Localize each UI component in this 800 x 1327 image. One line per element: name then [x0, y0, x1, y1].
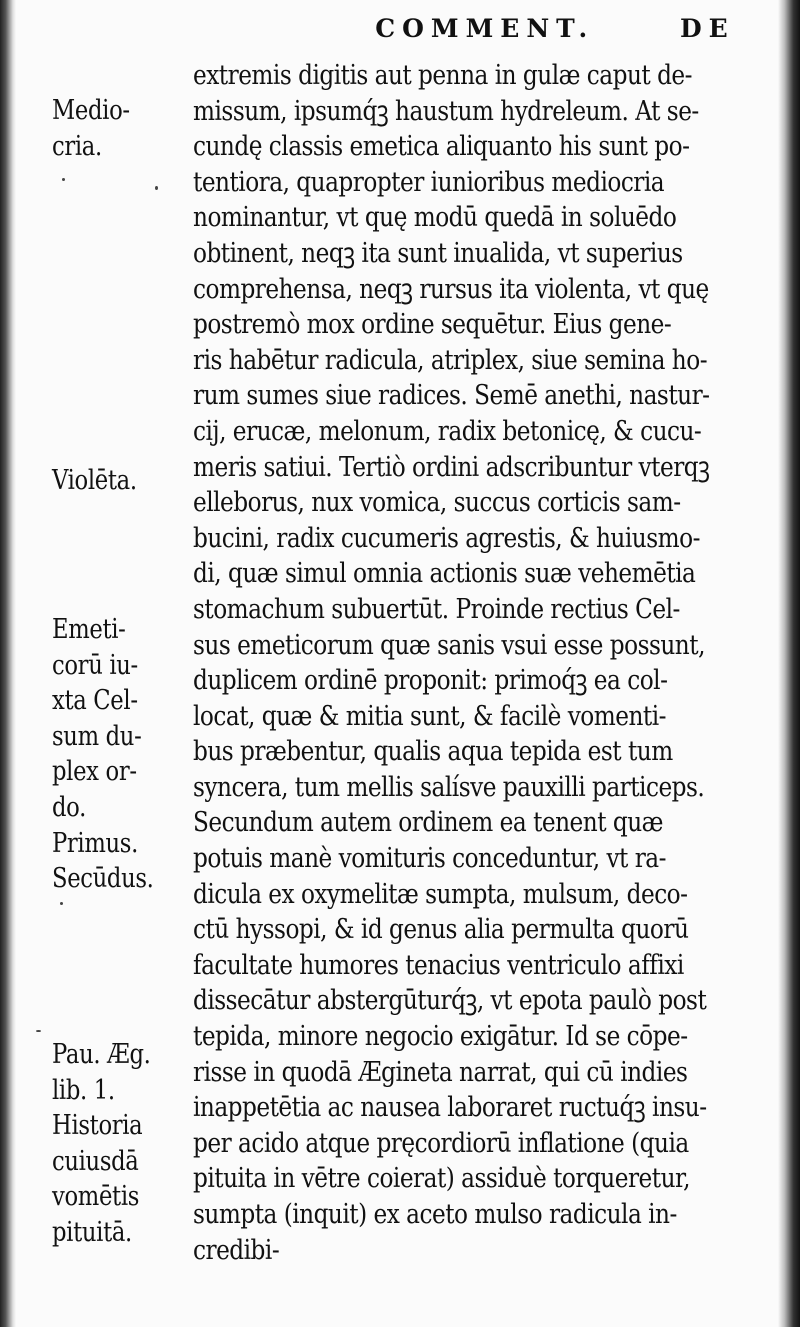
- running-head-left: COMMENT.: [375, 14, 595, 43]
- text-line: credibi-: [193, 1234, 280, 1266]
- sidenote-line: sum du-: [52, 720, 142, 752]
- sidenote-line: do.: [52, 791, 86, 823]
- text-line: locat, quæ & mitia sunt, & facilè vomenti-: [193, 700, 666, 732]
- main-text-column: [193, 58, 773, 1268]
- text-line: di, quæ simul omnia actionis suæ vehemētia: [193, 558, 696, 590]
- sidenote-violeta: [52, 463, 192, 499]
- text-line: inappetētia ac nausea laboraret ructuq́ꝫ insu-: [193, 1092, 707, 1124]
- text-line: per acido atque pręcordiorū inflatione (quia: [193, 1127, 689, 1159]
- text-line: sumpta (inquit) ex aceto mulso radicula in-: [193, 1199, 677, 1230]
- sidenote-line: pituitā.: [52, 1216, 132, 1248]
- gutter-shadow: [0, 0, 16, 1327]
- text-line: ris habētur radicula, atriplex, siue semina ho-: [193, 344, 708, 376]
- text-line: meris satiui. Tertiò ordini adscribuntur vterqꝫ: [193, 451, 710, 483]
- text-line: obtinent, neqꝫ ita sunt inualida, vt superius: [193, 237, 683, 269]
- sidenote-line: Emeti-: [52, 614, 126, 645]
- text-line: risse in quodā Ægineta narrat, qui cū indies: [193, 1056, 688, 1088]
- text-line: nominantur, vt quę modū quedā in soluēdo: [193, 202, 677, 234]
- sidenote-line: Primus.: [52, 827, 138, 859]
- text-line: facultate humores tenacius ventriculo affixi: [193, 949, 684, 981]
- text-line: ctū hyssopi, & id genus alia permulta quorū: [193, 914, 689, 946]
- ink-speck: [155, 186, 158, 190]
- text-line: syncera, tum mellis salísve pauxilli particeps.: [193, 771, 705, 803]
- page-edge-shadow: [778, 0, 800, 1327]
- sidenote-mediocria: [52, 93, 192, 164]
- sidenote-line: vomētis: [52, 1181, 140, 1213]
- text-line: Secundum autem ordinem ea tenent quæ: [193, 807, 663, 839]
- running-head-right: DE: [679, 14, 735, 43]
- sidenote-line: lib. 1.: [52, 1074, 115, 1106]
- sidenote-line: xta Cel-: [52, 685, 138, 717]
- text-line: tepida, minore negocio exigātur. Id se cōpe-: [193, 1021, 688, 1053]
- sidenote-line: corū iu-: [52, 649, 138, 681]
- sidenote-line: cria.: [52, 130, 102, 162]
- text-line: pituita in vētre coierat) assiduè torqueretur,: [193, 1163, 690, 1195]
- sidenote-line: Secūdus.: [52, 863, 154, 895]
- text-line: cundę classis emetica aliquanto his sunt po-: [193, 131, 690, 163]
- text-line: bucini, radix cucumeris agrestis, & huiusmo-: [193, 522, 700, 554]
- text-line: sus emeticorum quæ sanis vsui esse possunt,: [193, 629, 705, 661]
- sidenote-line: Historia: [52, 1110, 143, 1142]
- sidenote-line: Medio-: [52, 95, 130, 126]
- text-line: extremis digitis aut penna in gulæ caput de-: [193, 60, 692, 91]
- text-line: comprehensa, neqꝫ rursus ita violenta, vt quę: [193, 273, 709, 305]
- ink-speck: [36, 1030, 41, 1032]
- ink-speck: [60, 902, 63, 905]
- ink-speck: [62, 178, 65, 181]
- text-line: missum, ipsumq́ꝫ haustum hydreleum. At se-: [193, 95, 699, 127]
- text-line: potuis manè vomituris conceduntur, vt ra-: [193, 843, 666, 875]
- sidenote-line: Violēta.: [52, 465, 137, 496]
- text-line: dissecātur abstergūturq́ꝫ, vt epota paulò post: [193, 985, 707, 1017]
- text-line: duplicem ordinē proponit: primoq́ꝫ ea col-: [193, 665, 668, 697]
- text-line: bus præbentur, qualis aqua tepida est tum: [193, 736, 673, 768]
- sidenote-paulus-aegineta: [52, 1037, 192, 1251]
- text-line: postremò mox ordine sequētur. Eius gene-: [193, 309, 672, 341]
- text-line: tentiora, quapropter iunioribus mediocria: [193, 166, 665, 198]
- sidenote-line: Pau. Æg.: [52, 1039, 151, 1070]
- text-line: cij, erucæ, melonum, radix betonicę, & cucu-: [193, 415, 702, 447]
- text-line: rum sumes siue radices. Semē anethi, nastur-: [193, 380, 710, 412]
- text-line: stomachum subuertūt. Proinde rectius Cel-: [193, 593, 680, 625]
- running-head: [0, 14, 800, 43]
- sidenote-line: cuiusdā: [52, 1145, 139, 1177]
- text-line: elleborus, nux vomica, succus corticis sam-: [193, 487, 681, 519]
- sidenote-emetic-order: [52, 612, 192, 897]
- sidenote-line: plex or-: [52, 756, 137, 788]
- text-line: dicula ex oxymelitæ sumpta, mulsum, deco-: [193, 878, 688, 910]
